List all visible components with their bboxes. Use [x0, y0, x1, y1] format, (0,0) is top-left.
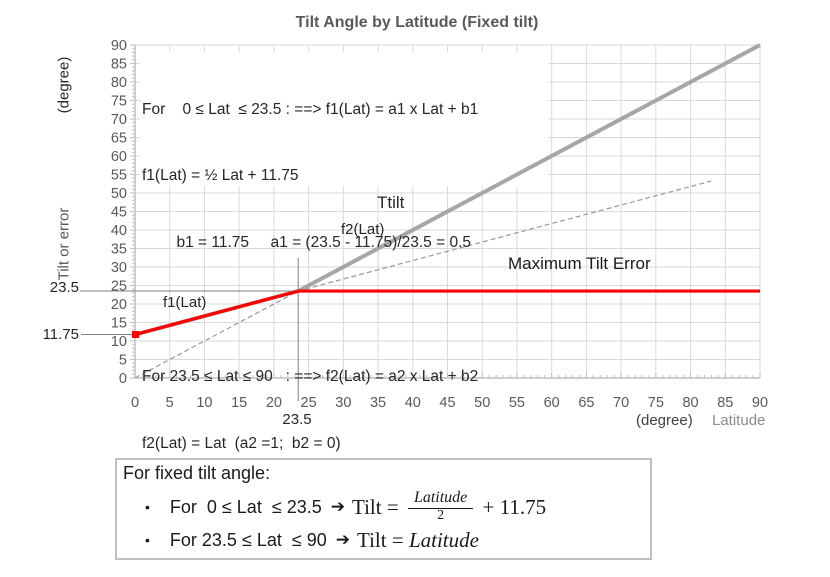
x-tick-label: 15: [231, 395, 248, 411]
y-tick-label: 40: [110, 223, 127, 239]
x-tick-label: 40: [404, 395, 421, 411]
y-tick-label: 65: [110, 130, 127, 147]
y-tick-label: 30: [110, 260, 127, 276]
bullet-icon: •: [145, 532, 150, 548]
bullet-icon: •: [145, 499, 150, 515]
fixed-tilt-formula-box: [115, 458, 652, 560]
formula-lhs: Tilt =: [357, 527, 409, 552]
y-tick-label: 25: [110, 278, 127, 295]
red-series-start-marker: [132, 331, 139, 338]
series-label-max-tilt-error: Maximum Tilt Error: [508, 254, 651, 273]
arrow-right-icon: ➔: [335, 530, 350, 549]
formula-fraction: [408, 490, 473, 523]
formula-bullet-2: [145, 526, 479, 554]
formula-variable: Latitude: [408, 527, 479, 552]
formula-lhs: Tilt =: [352, 494, 404, 519]
x-tick-label: 85: [717, 395, 734, 411]
y-tick-label: 35: [110, 241, 127, 258]
series-label-f2: f2(Lat): [341, 221, 385, 238]
y-marker-label-11-75: 11.75: [42, 326, 79, 343]
x-tick-label: 90: [751, 395, 769, 411]
x-tick-label: 55: [508, 395, 526, 411]
y-axis-title: Tilt or error: [55, 207, 73, 281]
series-label-ttilt: Ttilt: [377, 193, 405, 212]
y-tick-label: 85: [110, 56, 127, 73]
y-marker-label-23-5: 23.5: [49, 279, 79, 296]
y-tick-label: 45: [110, 204, 127, 221]
y-tick-label: 90: [110, 38, 127, 54]
annotation-line: For 0 ≤ Lat ≤ 23.5 : ==> f1(Lat) = a1 x Lat + b1: [142, 100, 479, 118]
y-tick-label: 60: [110, 149, 127, 165]
y-tick-label: 80: [110, 75, 127, 91]
formula-rhs: + 11.75: [477, 494, 547, 519]
y-tick-label: 10: [110, 334, 127, 350]
formula-bullet-1: [145, 487, 546, 527]
formula-condition: For 23.5 ≤ Lat ≤ 90: [169, 529, 327, 550]
x-tick-label: 0: [130, 395, 140, 411]
x-tick-label: 75: [647, 395, 664, 411]
y-tick-label: 55: [110, 167, 127, 184]
annotation-line: b1 = 11.75 a1 = (23.5 - 11.75)/23.5 = 0.5: [142, 234, 472, 252]
x-tick-label: 20: [265, 395, 282, 411]
y-tick-label: 0: [118, 371, 127, 387]
chart-title: Tilt Angle by Latitude (Fixed tilt): [295, 14, 539, 31]
x-marker-label-23-5: 23.5: [282, 411, 312, 428]
annotation-line: f1(Lat) = ½ Lat + 11.75: [142, 167, 299, 185]
y-tick-label: 50: [110, 186, 127, 202]
y-tick-label: 15: [110, 315, 127, 332]
fraction-numerator: Latitude: [408, 490, 473, 509]
x-tick-label: 65: [578, 395, 595, 411]
x-tick-label: 50: [474, 395, 491, 411]
x-tick-label: 30: [335, 395, 352, 411]
x-axis-unit-label: (degree): [636, 412, 693, 429]
formula-annotation: [142, 54, 478, 500]
series-label-f1: f1(Lat): [163, 294, 207, 311]
formula-condition: For 0 ≤ Lat ≤ 23.5: [169, 496, 322, 517]
annotation-line: f2(Lat) = Lat (a2 =1; b2 = 0): [142, 435, 341, 453]
x-tick-label: 10: [196, 395, 213, 411]
x-tick-label: 70: [613, 395, 630, 411]
y-tick-label: 5: [118, 352, 127, 369]
fraction-denominator: 2: [437, 508, 445, 524]
x-tick-label: 25: [300, 395, 317, 411]
arrow-right-icon: ➔: [330, 497, 345, 516]
formula-box-heading: For fixed tilt angle:: [123, 463, 271, 483]
x-tick-label: 80: [682, 395, 699, 411]
y-tick-label: 75: [110, 93, 127, 110]
x-axis-title: Latitude: [712, 412, 766, 429]
y-tick-label: 20: [110, 297, 127, 313]
x-tick-label: 45: [439, 395, 456, 411]
x-tick-label: 5: [165, 395, 174, 411]
x-tick-label: 60: [543, 395, 560, 411]
x-tick-label: 35: [369, 395, 387, 411]
annotation-line: For 23.5 ≤ Lat ≤ 90 : ==> f2(Lat) = a2 x Lat + b2: [142, 368, 479, 386]
y-tick-label: 70: [110, 112, 127, 128]
y-axis-unit-label: (degree): [55, 56, 73, 114]
